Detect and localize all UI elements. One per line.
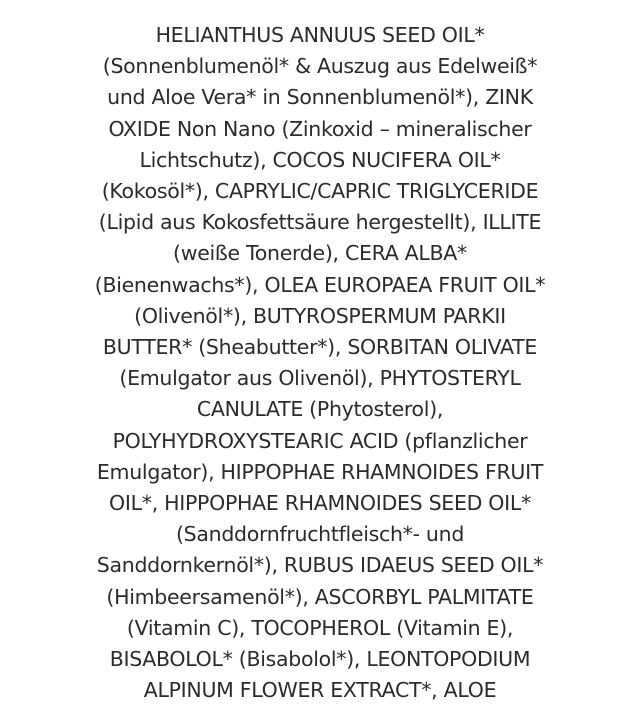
ingredients-line: (Sanddornfruchtfleisch*- und bbox=[175, 522, 465, 547]
ingredients-line: OIL*, HIPPOPHAE RHAMNOIDES SEED OIL* bbox=[109, 491, 531, 516]
ingredients-line: (Lipid aus Kokosfettsäure hergestellt), ILLITE bbox=[98, 210, 542, 235]
ingredients-line: Sanddornkernöl*), RUBUS IDAEUS SEED OIL* bbox=[96, 553, 544, 578]
ingredients-line: Lichtschutz), COCOS NUCIFERA OIL* bbox=[139, 147, 501, 172]
ingredients-line: CANULATE (Phytosterol), bbox=[196, 397, 444, 422]
ingredients-line: (Himbeersamenöl*), ASCORBYL PALMITATE bbox=[106, 584, 534, 609]
ingredients-line: HELIANTHUS ANNUUS SEED OIL* bbox=[155, 23, 485, 47]
ingredients-line: BISABOLOL* (Bisabolol*), LEONTOPODIUM bbox=[109, 647, 531, 672]
ingredients-line: (weiße Tonerde), CERA ALBA* bbox=[173, 241, 467, 266]
ingredients-line: (Emulgator aus Olivenöl), PHYTOSTERYL bbox=[119, 366, 521, 391]
ingredients-line: Emulgator), HIPPOPHAE RHAMNOIDES FRUIT bbox=[96, 459, 544, 484]
ingredients-line: (Olivenöl*), BUTYROSPERMUM PARKII bbox=[134, 303, 506, 328]
ingredients-line: (Sonnenblumenöl* & Auszug aus Edelweiß* bbox=[102, 54, 538, 79]
ingredients-line: (Vitamin C), TOCOPHEROL (Vitamin E), bbox=[126, 615, 514, 640]
ingredients-line: und Aloe Vera* in Sonnenblumenöl*), ZINK bbox=[107, 85, 533, 110]
ingredients-list bbox=[0, 20, 640, 706]
ingredients-line: BUTTER* (Sheabutter*), SORBITAN OLIVATE bbox=[102, 335, 538, 360]
ingredients-line: (Bienenwachs*), OLEA EUROPAEA FRUIT OIL* bbox=[94, 272, 546, 297]
ingredients-line: (Kokosöl*), CAPRYLIC/CAPRIC TRIGLYCERIDE bbox=[101, 179, 539, 204]
ingredients-line: POLYHYDROXYSTEARIC ACID (pflanzlicher bbox=[112, 428, 528, 453]
ingredients-line: OXIDE Non Nano (Zinkoxid – mineralischer bbox=[108, 116, 532, 141]
ingredients-line: ALPINUM FLOWER EXTRACT*, ALOE bbox=[143, 678, 497, 703]
